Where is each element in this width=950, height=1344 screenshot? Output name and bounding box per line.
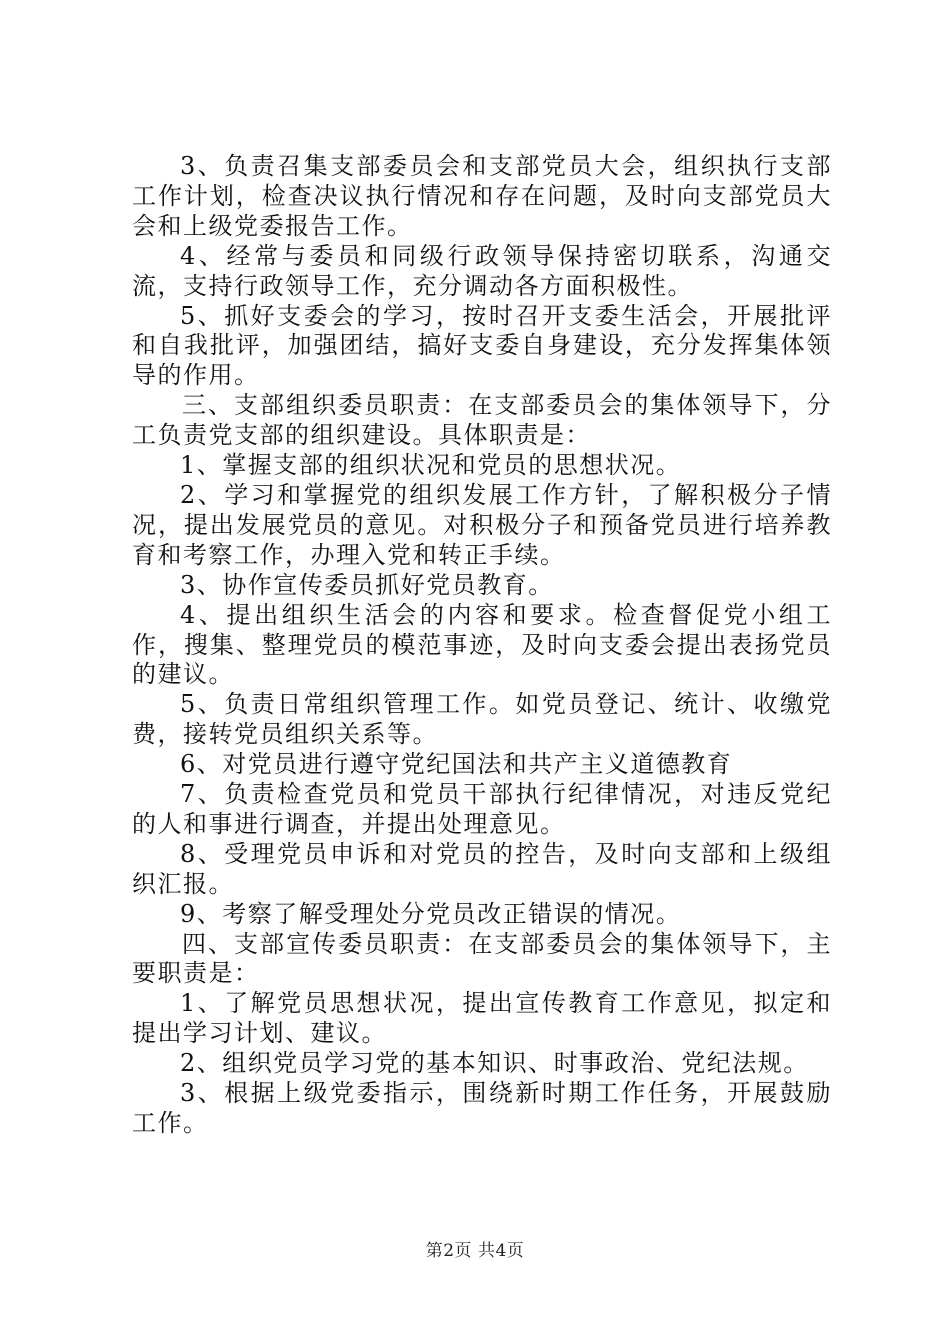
paragraph-13: 9、考察了解受理处分党员改正错误的情况。: [180, 899, 682, 928]
paragraph-3: 5、抓好支委会的学习，按时召开支委生活会，开展批评和自我批评，加强团结，搞好支委自身建设，充分发挥集体领导的作用。: [132, 301, 832, 390]
paragraph-6: 2、学习和掌握党的组织发展工作方针，了解积极分子情况，提出发展党员的意见。对积极分子和预备党员进行培养教育和考察工作，办理入党和转正手续。: [132, 480, 832, 569]
section-heading-propaganda: 四、支部宣传委员职责：在支部委员会的集体领导下，主要职责是：: [132, 929, 832, 988]
paragraph-5: 1、掌握支部的组织状况和党员的思想状况。: [180, 451, 682, 480]
paragraph-15: 1、了解党员思想状况，提出宣传教育工作意见，拟定和提出学习计划、建议。: [132, 989, 832, 1048]
document-body: [132, 152, 832, 1139]
paragraph-10: 6、对党员进行遵守党纪国法和共产主义道德教育: [180, 750, 733, 779]
section-heading-organization: 三、支部组织委员职责：在支部委员会的集体领导下，分工负责党支部的组织建设。具体职责是：: [132, 391, 832, 450]
paragraph-7: 3、协作宣传委员抓好党员教育。: [180, 570, 554, 599]
paragraph-1: 3、负责召集支部委员会和支部党员大会，组织执行支部工作计划，检查决议执行情况和存在问题，及时向支部党员大会和上级党委报告工作。: [132, 152, 832, 240]
paragraph-16: 2、组织党员学习党的基本知识、时事政治、党纪法规。: [180, 1049, 809, 1078]
paragraph-2: 4、经常与委员和同级行政领导保持密切联系，沟通交流，支持行政领导工作，充分调动各方面积极性。: [132, 241, 832, 300]
page-footer: 第2页 共4页: [425, 1241, 525, 1261]
paragraph-17: 3、根据上级党委指示，围绕新时期工作任务，开展鼓励工作。: [132, 1079, 832, 1137]
paragraph-11: 7、负责检查党员和党员干部执行纪律情况，对违反党纪的人和事进行调查，并提出处理意见。: [132, 780, 832, 838]
paragraph-12: 8、受理党员申诉和对党员的控告，及时向支部和上级组织汇报。: [132, 839, 832, 898]
paragraph-9: 5、负责日常组织管理工作。如党员登记、统计、收缴党费，接转党员组织关系等。: [132, 690, 832, 749]
paragraph-8: 4、提出组织生活会的内容和要求。检查督促党小组工作，搜集、整理党员的模范事迹，及时向支委会提出表扬党员的建议。: [132, 600, 832, 689]
